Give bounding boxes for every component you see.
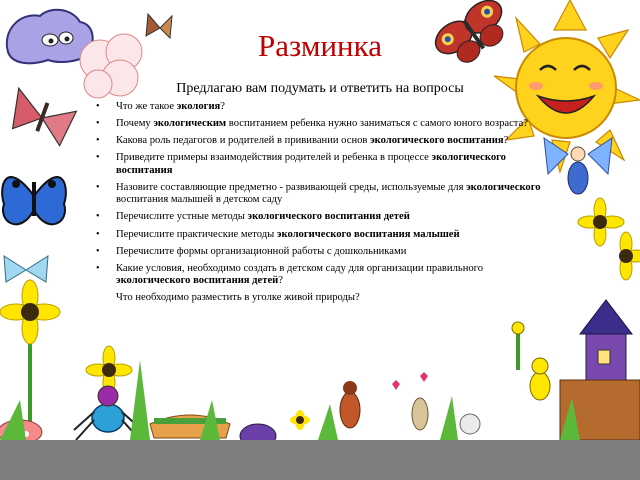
slide-title: Разминка bbox=[258, 28, 382, 63]
question-text: Перечислите формы организационной работы с дошкольниками bbox=[116, 245, 407, 257]
question-text: Перечислите практические методы bbox=[116, 228, 277, 240]
question-text: воспитания малышей в детском саду bbox=[116, 194, 283, 206]
question-text: Какие условия, необходимо создать в детском саду для организации правильного bbox=[116, 262, 484, 274]
slide-subtitle: Предлагаю вам подумать и ответить на вопросы bbox=[176, 81, 464, 96]
question-text: Почему bbox=[116, 118, 154, 130]
question-item bbox=[96, 135, 548, 148]
question-emphasis: экологическим bbox=[153, 118, 227, 130]
question-text: ? bbox=[278, 275, 283, 287]
light-butterfly-icon bbox=[4, 256, 48, 282]
question-emphasis: экологического воспитания bbox=[116, 152, 506, 176]
question-text: Назовите составляющие предметно - развивающей среды, используемые для bbox=[116, 181, 467, 193]
blue-butterfly-icon bbox=[2, 177, 66, 224]
bullet-icon: • bbox=[96, 228, 100, 240]
bullet-icon: • bbox=[96, 101, 100, 112]
insects-group-icon bbox=[340, 322, 550, 434]
sunflower-right-icon bbox=[578, 198, 640, 280]
questions-list bbox=[96, 101, 548, 309]
bullet-icon: • bbox=[96, 135, 100, 147]
question-text: ? bbox=[503, 135, 509, 147]
bullet-icon: • bbox=[96, 152, 100, 164]
bullet-icon: • bbox=[96, 181, 100, 193]
question-emphasis: экологического воспитания bbox=[370, 135, 504, 147]
question-emphasis: экологического bbox=[466, 181, 541, 193]
question-emphasis: экологического воспитания малышей bbox=[276, 228, 460, 240]
question-item bbox=[96, 263, 548, 288]
question-text: ? bbox=[220, 101, 225, 112]
question-item bbox=[96, 101, 548, 114]
question-item bbox=[96, 292, 548, 305]
question-item bbox=[96, 152, 548, 177]
question-text: Приведите примеры взаимодействия родителей и ребенка в процессе bbox=[116, 152, 432, 164]
question-emphasis: экология bbox=[176, 101, 221, 112]
question-text: Перечислите устные методы bbox=[116, 211, 248, 223]
bullet-icon: • bbox=[96, 118, 100, 130]
fairy-icon bbox=[544, 138, 612, 194]
bullet-icon: • bbox=[96, 211, 100, 223]
question-item bbox=[96, 118, 548, 131]
bottom-bar bbox=[0, 440, 640, 480]
question-item bbox=[96, 182, 548, 207]
question-emphasis: экологического воспитания детей bbox=[247, 211, 410, 223]
question-item bbox=[96, 229, 548, 242]
question-item bbox=[96, 211, 548, 224]
question-item bbox=[96, 246, 548, 259]
question-text: воспитанием ребенка нужно заниматься с самого юного возраста? bbox=[226, 118, 528, 130]
question-text: Что же такое bbox=[116, 101, 177, 112]
question-text: Что необходимо разместить в уголке живой природы? bbox=[116, 292, 360, 304]
question-text: Какова роль педагогов и родителей в прививании основ bbox=[116, 135, 371, 147]
bullet-icon: • bbox=[96, 245, 100, 257]
question-emphasis: экологического воспитания детей bbox=[116, 275, 279, 287]
moth-icon bbox=[5, 88, 77, 147]
bullet-icon: • bbox=[96, 262, 100, 274]
